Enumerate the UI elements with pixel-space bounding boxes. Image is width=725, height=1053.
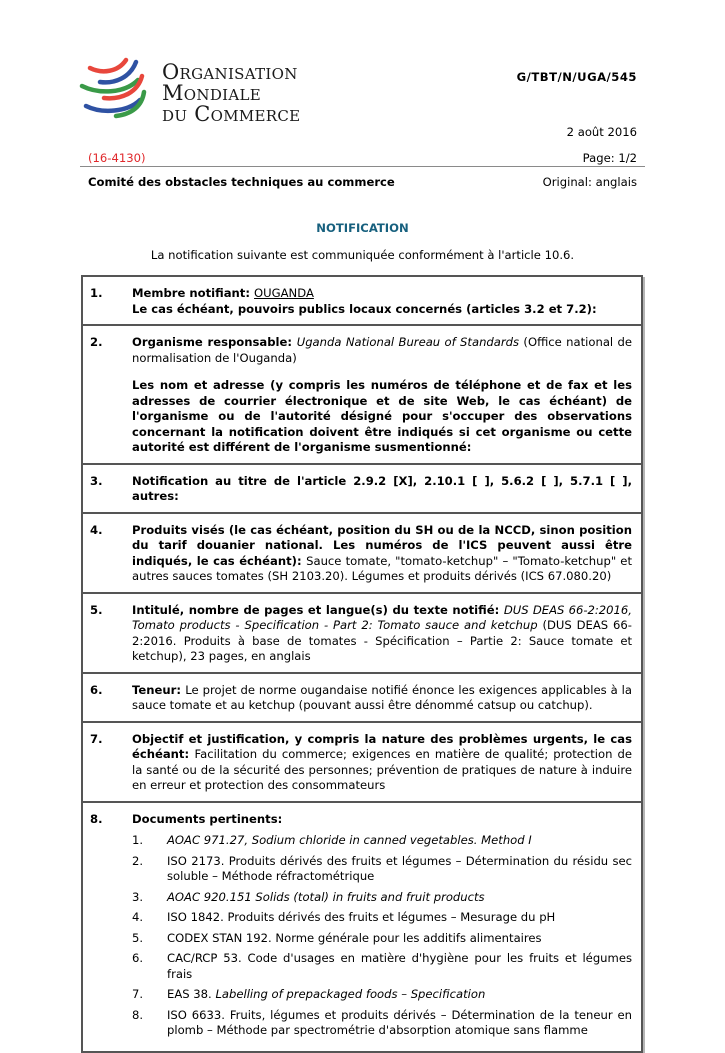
org-line-3: du Commerce <box>162 102 301 126</box>
row-label: Le cas échéant, pouvoirs publics locaux concernés (articles 3.2 et 7.2): <box>132 301 597 316</box>
row-number: 1. <box>90 286 103 300</box>
doc-text: CAC/RCP 53. Code d'usages en matière d'hygiène pour les fruits et légumes frais <box>167 951 632 981</box>
document-symbol: G/TBT/N/UGA/545 <box>516 70 637 84</box>
doc-text: CODEX STAN 192. Norme générale pour les additifs alimentaires <box>167 930 542 945</box>
wto-globe-icon <box>78 52 158 132</box>
notification-title: NOTIFICATION <box>316 221 409 235</box>
table-row <box>83 514 641 594</box>
list-item <box>132 910 632 926</box>
doc-text: EAS 38. <box>167 987 216 1001</box>
document-list <box>132 833 632 1039</box>
row-label: Membre notifiant: <box>132 286 255 300</box>
header-divider <box>80 166 645 167</box>
row-label: Produits visés (le cas échéant, position du SH ou de la NCCD, sinon position du tarif douanier national. Les numéros de l'ICS peuvent aussi être indiqués, le cas échéant): <box>132 522 632 568</box>
row-number: 2. <box>90 335 103 349</box>
document-date: 2 août 2016 <box>566 125 637 139</box>
row-label: Intitulé, nombre de pages et langue(s) du texte notifié: <box>132 602 504 617</box>
table-row <box>83 465 641 514</box>
row-label: Documents pertinents: <box>132 811 283 826</box>
list-item <box>132 931 632 947</box>
list-number: 8. <box>132 1007 144 1022</box>
page-indicator: Page: 1/2 <box>582 151 637 165</box>
doc-text: ISO 2173. Produits dérivés des fruits et légumes – Détermination du résidu sec soluble – Méthode réfractométrique <box>167 853 632 883</box>
doc-title: Labelling of prepackaged foods – Specification <box>215 987 486 1001</box>
row-label: Teneur: <box>132 682 186 697</box>
doc-text: ISO 1842. Produits dérivés des fruits et légumes – Mesurage du pH <box>167 910 556 924</box>
list-item <box>132 951 632 982</box>
list-number: 4. <box>132 910 144 924</box>
list-item <box>132 890 632 906</box>
list-number: 1. <box>132 833 144 847</box>
list-number: 5. <box>132 930 144 945</box>
org-line-2: Mondiale <box>162 81 262 105</box>
row-number: 7. <box>90 731 103 746</box>
row-number: 5. <box>90 602 103 617</box>
row-value: OUGANDA <box>254 286 314 300</box>
list-item <box>132 854 632 885</box>
table-row <box>83 277 641 326</box>
row-value: Facilitation du commerce; exigences en matière de qualité; protection de la santé ou de la sécurité des personnes; prévention de pratiques de nature à induire en erreur et protection des consommateurs <box>132 747 632 792</box>
wto-logo <box>78 52 318 132</box>
notification-intro: La notification suivante est communiquée conformément à l'article 10.6. <box>150 248 575 262</box>
row-value: Uganda National Bureau of Standards <box>296 335 520 349</box>
table-row <box>83 594 641 674</box>
committee-name: Comité des obstacles techniques au commerce <box>88 175 395 189</box>
doc-text: ISO 6633. Fruits, légumes et produits dérivés – Détermination de la teneur en plomb – Méthode par spectrométrie d'absorption atomique sans flamme <box>167 1007 632 1037</box>
row-number: 4. <box>90 522 103 537</box>
row-number: 6. <box>90 682 103 697</box>
table-row <box>83 674 641 723</box>
row-label: Objectif et justification, y compris la nature des problèmes urgents, le cas échéant: <box>132 731 632 761</box>
row-label: Organisme responsable: <box>132 335 297 349</box>
list-number: 3. <box>132 889 144 904</box>
row-value: Sauce tomate, "tomato-ketchup" – "Tomato-ketchup" et autres sauces tomates (SH 2103.20). Légumes et produits dérivés (ICS 67.080.20) <box>132 553 632 583</box>
list-number: 6. <box>132 951 144 965</box>
row-value: DUS DEAS 66-2:2016, Tomato products - Specification - Part 2: Tomato sauce and ketchup <box>132 602 632 632</box>
row-number: 8. <box>90 811 103 826</box>
reference-number: (16-4130) <box>88 151 146 165</box>
original-language: Original: anglais <box>542 175 637 189</box>
notification-table <box>81 275 643 1053</box>
table-row <box>83 803 641 1051</box>
table-row <box>83 723 641 803</box>
row-label: Notification au titre de l'article 2.9.2 [X], 2.10.1 [ ], 5.6.2 [ ], 5.7.1 [ ], autres: <box>132 473 632 503</box>
org-line-1: Organisation <box>162 60 298 84</box>
row-value: (Office national de normalisation de l'Ouganda) <box>132 335 632 365</box>
doc-title: AOAC 971.27, Sodium chloride in canned vegetables. Method I <box>167 833 532 847</box>
list-item <box>132 1008 632 1039</box>
row-number: 3. <box>90 473 103 488</box>
list-number: 7. <box>132 987 144 1001</box>
doc-title: AOAC 920.151 Solids (total) in fruits and fruit products <box>167 889 485 904</box>
row-value: (DUS DEAS 66-2:2016. Produits à base de tomates - Spécification – Partie 2: Sauce tomate et ketchup), 23 pages, en anglais <box>132 618 632 663</box>
organization-name <box>162 62 300 125</box>
list-number: 2. <box>132 853 144 868</box>
row-value: Le projet de norme ougandaise notifié énonce les exigences applicables à la sauce tomate et au ketchup (pouvant aussi être dénommé catsup ou catchup). <box>132 682 632 712</box>
list-item <box>132 833 632 849</box>
table-row <box>83 326 641 465</box>
row-label: Les nom et adresse (y compris les numéros de téléphone et de fax et les adresses de courrier électronique et de site Web, le cas échéant) de l'organisme ou de l'autorité désigné pour s'occuper des observations concernant la notification doivent être indiqués si cet organisme ou cette autorité est différent de l'organisme susmentionné: <box>132 378 632 454</box>
list-item <box>132 987 632 1003</box>
